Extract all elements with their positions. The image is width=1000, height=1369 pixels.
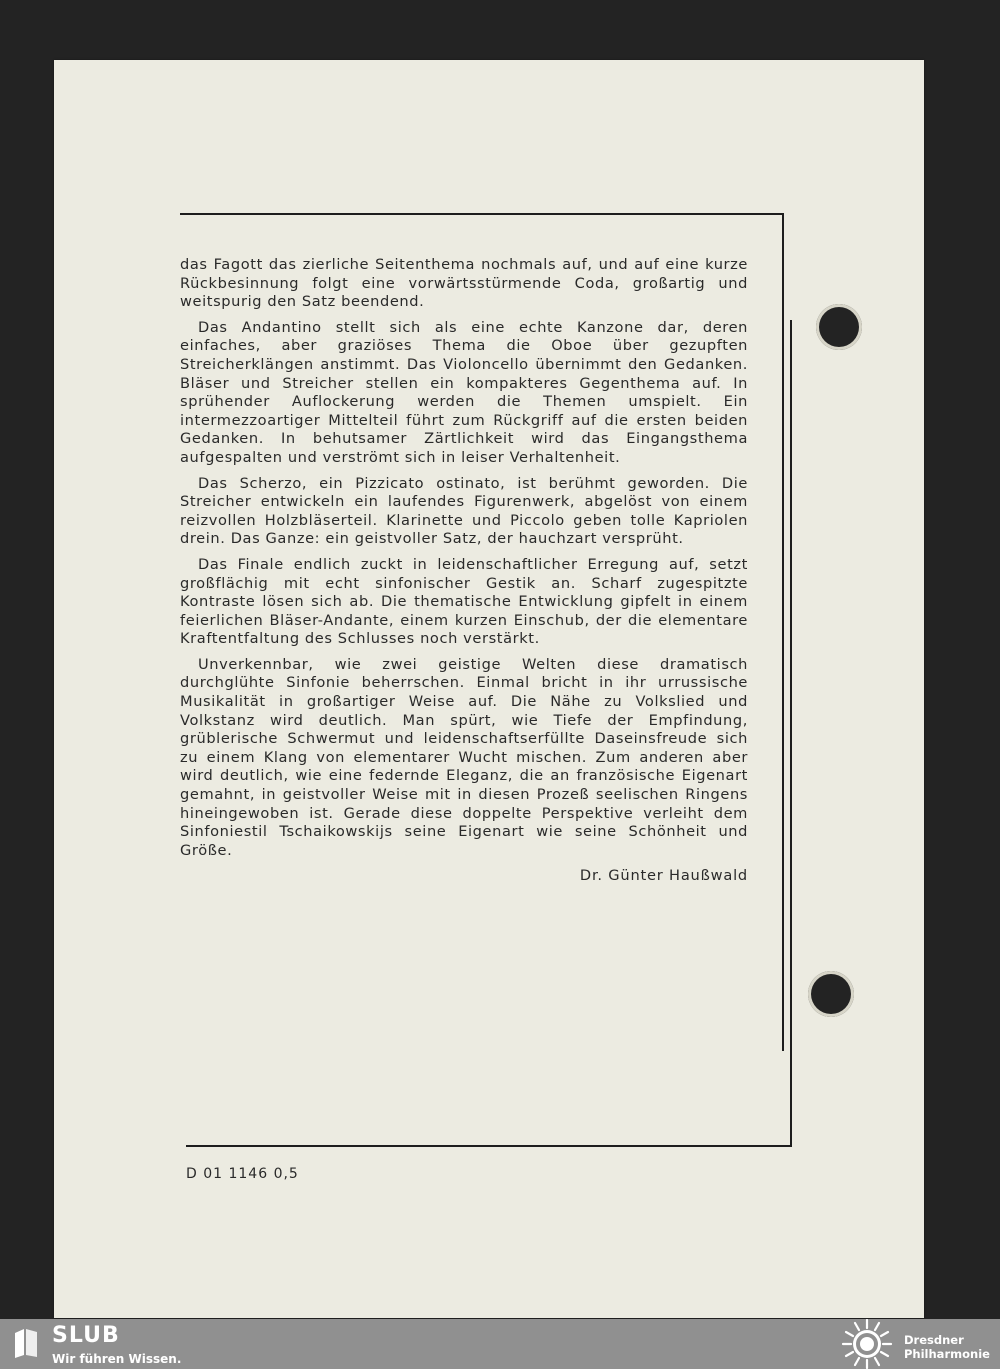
partner-name bbox=[904, 1333, 990, 1361]
right-border-rule-lower bbox=[790, 320, 792, 1146]
author-signature: Dr. Günter Haußwald bbox=[579, 867, 748, 885]
paragraph: Das Finale endlich zuckt in leidenschaftlicher Erregung auf, setzt großflächig mit echt sinfonischer Gestik an. Scharf zugespitzte Kontraste lösen sich ab. Die thematische Entwicklung gipfelt in einem feierlichen Bläser-Andante, einem kurzen Einschub, der die elementare Kraftentfaltung des Schlusses noch verstärkt. bbox=[180, 555, 748, 648]
partner-name-line2: Philharmonie bbox=[904, 1347, 990, 1361]
right-border-rule bbox=[782, 213, 784, 1051]
bottom-border-rule bbox=[186, 1145, 792, 1147]
print-code: D 01 1146 0,5 bbox=[186, 1166, 299, 1182]
punch-hole-bottom bbox=[808, 971, 854, 1017]
article-text bbox=[180, 256, 748, 886]
paragraph: Das Scherzo, ein Pizzicato ostinato, ist berühmt geworden. Die Streicher entwickeln ein laufendes Figurenwerk, abgelöst von einem reizvollen Holzbläserteil. Klarinette und Piccolo geben tolle Kapriolen drein. Das Ganze: ein geistvoller Satz, der hauchzart versprüht. bbox=[180, 474, 748, 548]
book-icon bbox=[12, 1327, 40, 1359]
paragraph: Das Andantino stellt sich als eine echte Kanzone dar, deren einfaches, aber graziöses Thema die Oboe über gezupften Streicherklängen anstimmt. Das Violoncello übernimmt den Gedanken. Bläser und Streicher stellen ein kompakteres Gegenthema auf. In sprühender Auflockerung werden die Themen umspielt. Ein intermezzoartiger Mittelteil führt zum Rückgriff auf die ersten beiden Gedanken. In behutsamer Zärtlichkeit wird das Eingangsthema aufgespalten und verströmt sich in leiser Verhaltenheit. bbox=[180, 318, 748, 466]
paragraph: das Fagott das zierliche Seitenthema nochmals auf, und auf eine kurze Rückbesinnung folgt eine vorwärtsstürmende Coda, großartig und weitspurig den Satz beendend. bbox=[180, 256, 748, 311]
slub-name: SLUB bbox=[52, 1323, 120, 1348]
paragraph: Unverkennbar, wie zwei geistige Welten diese dramatisch durchglühte Sinfonie beherrschen. Einmal bricht in ihr urrussische Musikalität in großartiger Weise auf. Die Nähe zu Volkslied und Volkstanz wird deutlich. Man spürt, wie Tiefe der Empfindung, grüblerische Schwermut und leidenschaftserfüllte Daseinsfreude sich zu einem Klang von elementarer Wucht mischen. Zum anderen aber wird deutlich, wie eine federnde Eleganz, die an französische Eigenart gemahnt, in geistvoller Weise mit in diesen Prozeß seelischen Ringens hineingewoben ist. Gerade diese doppelte Perspektive verleiht dem Sinfoniestil Tschaikowskijs seine Eigenart wie seine Schönheit und Größe. bbox=[180, 655, 748, 859]
document-page bbox=[54, 60, 924, 1318]
footer-bar bbox=[0, 1319, 1000, 1369]
sunburst-logo-icon bbox=[840, 1319, 894, 1369]
partner-name-line1: Dresdner bbox=[904, 1333, 964, 1347]
punch-hole-top bbox=[816, 304, 862, 350]
top-border-rule bbox=[180, 213, 784, 215]
slub-slogan: Wir führen Wissen. bbox=[52, 1352, 182, 1366]
